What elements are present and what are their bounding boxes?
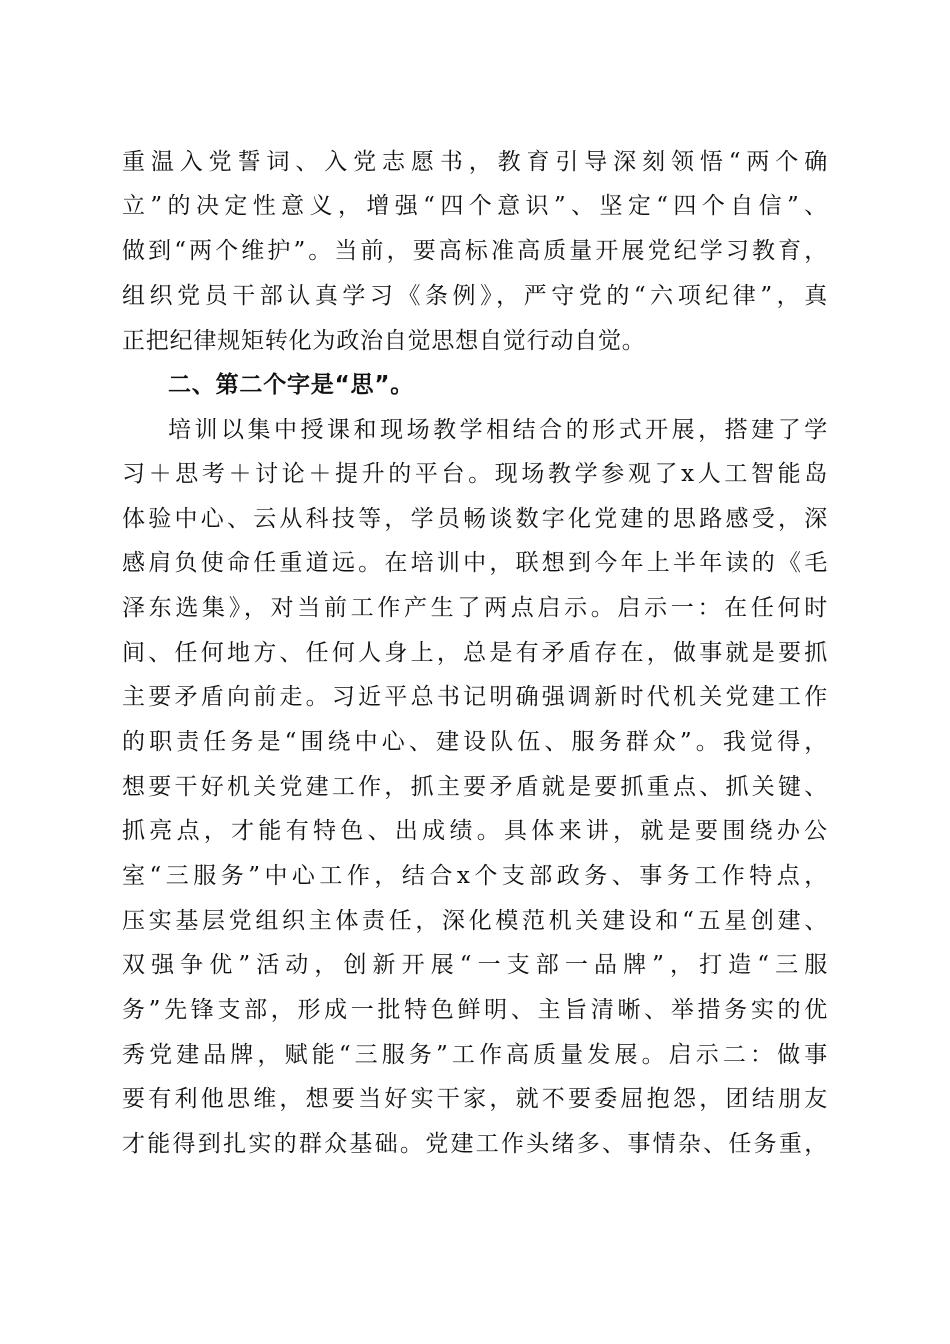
document-body — [122, 0, 828, 1344]
paragraph-2-line-12: 压实基层党组织主体责任，深化模范机关建设和“五星创建、 — [122, 908, 828, 934]
paragraph-2-line-10: 抓亮点，才能有特色、出成绩。具体来讲，就是要围绕办公 — [122, 818, 828, 844]
paragraph-2-line-11: 室“三服务”中心工作，结合x个支部政务、事务工作特点， — [122, 863, 828, 889]
paragraph-2-line-15: 秀党建品牌，赋能“三服务”工作高质量发展。启示二：做事 — [122, 1042, 828, 1068]
paragraph-2-line-17: 才能得到扎实的群众基础。党建工作头绪多、事情杂、任务重， — [122, 1131, 828, 1157]
paragraph-2-line-4: 感肩负使命任重道远。在培训中，联想到今年上半年读的《毛 — [122, 550, 828, 576]
paragraph-1-line-2: 立”的决定性意义，增强“四个意识”、坚定“四个自信”、 — [122, 193, 828, 219]
paragraph-2-line-5: 泽东选集》，对当前工作产生了两点启示。启示一：在任何时 — [122, 595, 828, 621]
paragraph-2-line-16: 要有利他思维，想要当好实干家，就不要委屈抱怨，团结朋友 — [122, 1086, 828, 1112]
paragraph-2-line-9: 想要干好机关党建工作，抓主要矛盾就是要抓重点、抓关键、 — [122, 774, 828, 800]
paragraph-1-line-1: 重温入党誓词、入党志愿书，教育引导深刻领悟“两个确 — [122, 149, 828, 175]
paragraph-2-line-7: 主要矛盾向前走。习近平总书记明确强调新时代机关党建工作 — [122, 684, 828, 710]
section-heading-2: 二、第二个字是“思”。 — [168, 372, 415, 398]
paragraph-2-line-8: 的职责任务是“围绕中心、建设队伍、服务群众”。我觉得， — [122, 729, 828, 755]
paragraph-2-line-14: 务”先锋支部，形成一批特色鲜明、主旨清晰、举措务实的优 — [122, 997, 828, 1023]
paragraph-2-line-13: 双强争优”活动，创新开展“一支部一品牌”，打造“三服 — [122, 952, 828, 978]
paragraph-1-line-3: 做到“两个维护”。当前，要高标准高质量开展党纪学习教育， — [122, 238, 828, 264]
paragraph-2-line-2: 习＋思考＋讨论＋提升的平台。现场教学参观了x人工智能岛 — [122, 461, 828, 487]
paragraph-1-line-4: 组织党员干部认真学习《条例》，严守党的“六项纪律”，真 — [122, 283, 828, 309]
paragraph-2-line-6: 间、任何地方、任何人身上，总是有矛盾存在，做事就是要抓 — [122, 640, 828, 666]
paragraph-2-line-1: 培训以集中授课和现场教学相结合的形式开展，搭建了学 — [168, 417, 828, 443]
paragraph-1-line-5: 正把纪律规矩转化为政治自觉思想自觉行动自觉。 — [122, 328, 646, 354]
paragraph-2-line-3: 体验中心、云从科技等，学员畅谈数字化党建的思路感受，深 — [122, 506, 828, 532]
